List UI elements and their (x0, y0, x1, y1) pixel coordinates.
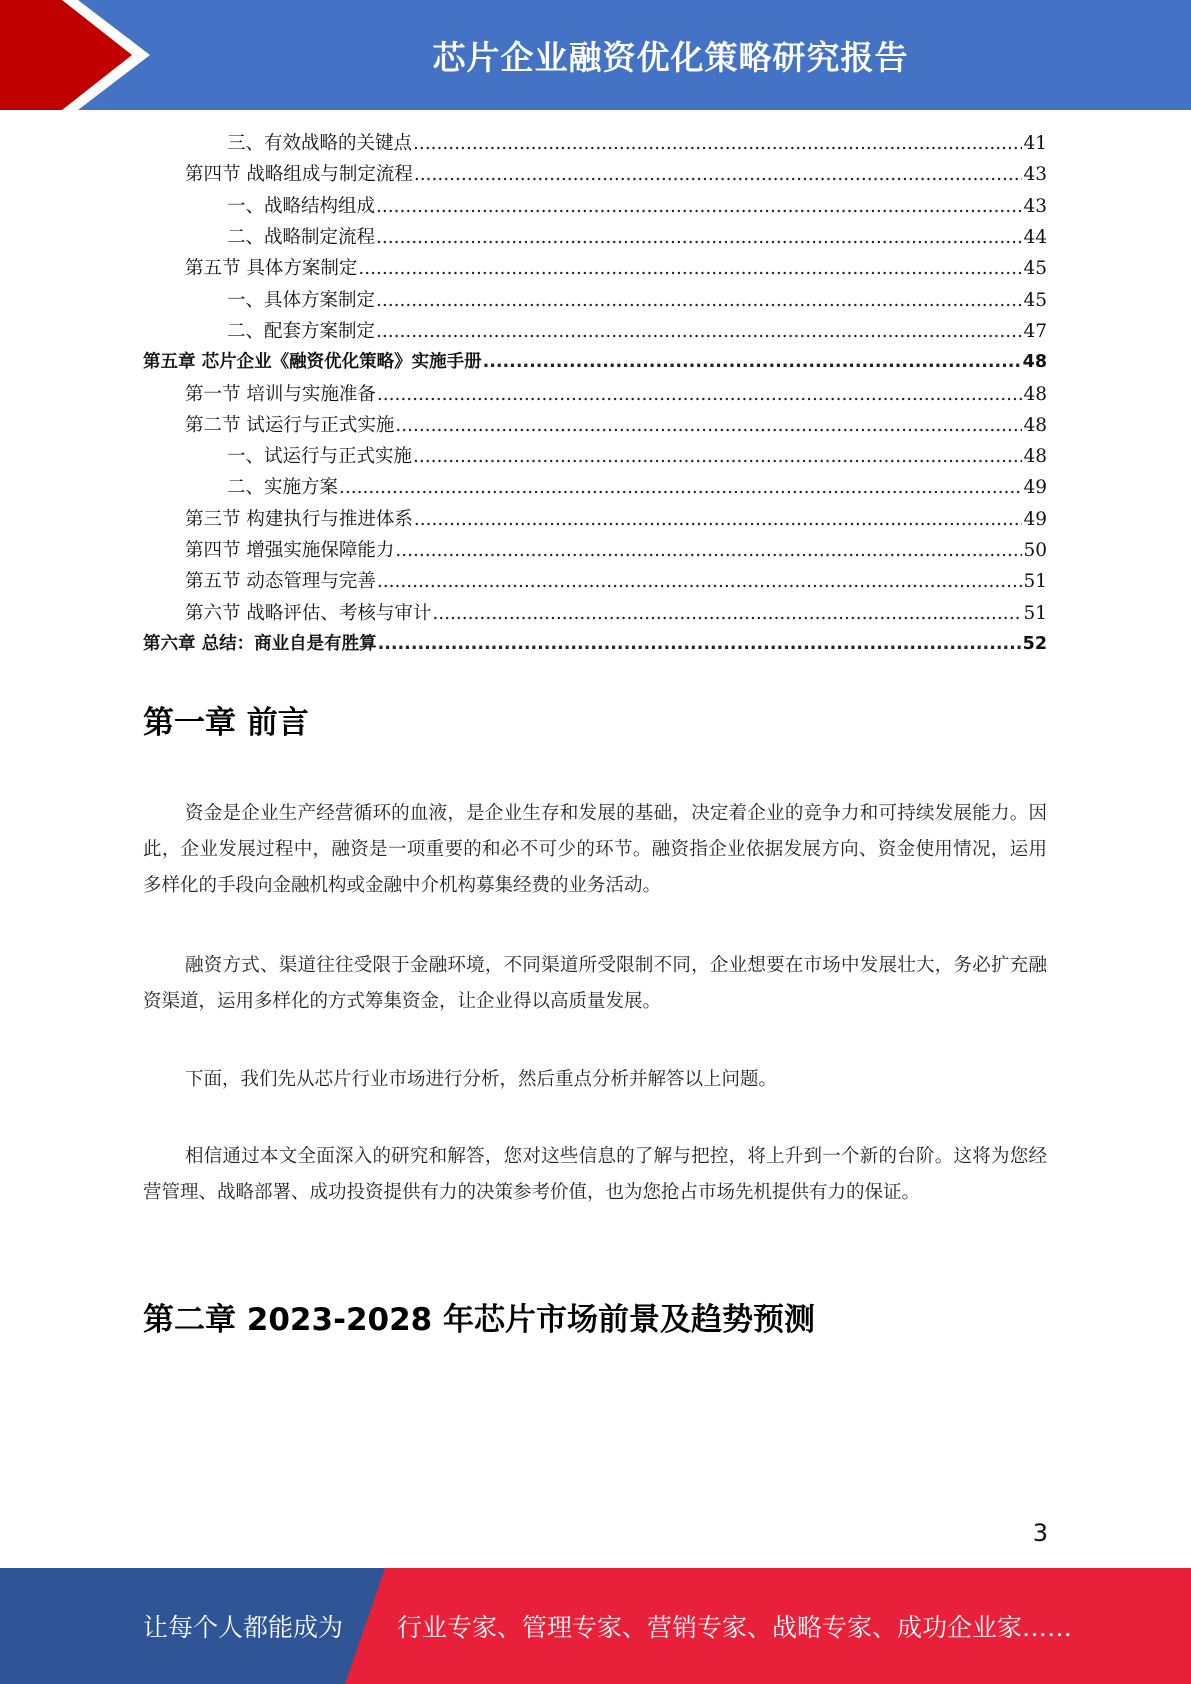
toc-entry[interactable] (143, 629, 1047, 660)
toc-entry[interactable] (143, 316, 1047, 347)
toc-dot-leader (378, 629, 1022, 660)
toc-entry-page: 47 (1023, 320, 1047, 342)
toc-entry[interactable] (143, 347, 1047, 378)
toc-dot-leader (414, 159, 1023, 190)
toc-entry-page: 50 (1023, 540, 1047, 561)
toc-entry[interactable] (143, 378, 1047, 409)
toc-entry-page: 48 (1023, 414, 1047, 436)
toc-dot-leader (358, 253, 1022, 284)
toc-entry[interactable] (143, 222, 1047, 253)
report-title: 芯片企业融资优化策略研究报告 (432, 37, 909, 77)
toc-entry-title: 第五章 芯片企业《融资优化策略》实施手册 (143, 352, 482, 373)
toc-entry-title: 第六节 战略评估、考核与审计 (185, 602, 432, 624)
toc-entry-title: 第二节 试运行与正式实施 (185, 414, 395, 436)
toc-entry-title: 第四节 增强实施保障能力 (185, 540, 395, 561)
toc-entry-title: 第六章 总结：商业自是有胜算 (143, 633, 377, 654)
toc-entry-title: 第三节 构建执行与推进体系 (185, 508, 413, 530)
toc-dot-leader (377, 379, 1023, 410)
footer-slogan-right: 行业专家、管理专家、营销专家、战略专家、成功企业家…… (397, 1613, 1073, 1642)
table-of-contents (143, 128, 1047, 660)
toc-entry[interactable] (143, 566, 1047, 597)
toc-entry-title: 一、试运行与正式实施 (227, 446, 413, 468)
toc-dot-leader (413, 128, 1022, 159)
toc-entry-page: 49 (1023, 477, 1047, 499)
toc-entry-page: 43 (1023, 164, 1047, 186)
toc-entry-page: 48 (1023, 446, 1047, 468)
toc-dot-leader (395, 410, 1022, 441)
footer-slogan-left: 让每个人都能成为 (143, 1613, 344, 1642)
toc-entry[interactable] (143, 535, 1047, 566)
paragraph-3: 下面，我们先从芯片行业市场进行分析，然后重点分析并解答以上问题。 (185, 1069, 778, 1090)
toc-dot-leader (414, 504, 1023, 535)
toc-entry-page: 49 (1023, 508, 1047, 530)
toc-entry-title: 第四节 战略组成与制定流程 (185, 164, 413, 186)
toc-entry-page: 45 (1023, 289, 1047, 311)
toc-entry-page: 41 (1023, 133, 1047, 155)
toc-entry[interactable] (143, 253, 1047, 284)
toc-dot-leader (395, 535, 1022, 566)
toc-dot-leader (339, 472, 1022, 503)
toc-entry[interactable] (143, 159, 1047, 190)
toc-dot-leader (432, 598, 1022, 629)
chapter2-heading: 第二章 2023-2028 年芯片市场前景及趋势预测 (143, 1302, 816, 1338)
toc-entry[interactable] (143, 284, 1047, 315)
toc-entry-title: 第五节 具体方案制定 (185, 258, 358, 280)
toc-entry-page: 48 (1023, 383, 1047, 405)
toc-entry-page: 51 (1023, 602, 1047, 624)
toc-dot-leader (376, 191, 1022, 222)
toc-entry-page: 48 (1022, 352, 1047, 373)
toc-entry-page: 43 (1023, 195, 1047, 217)
toc-entry-title: 二、实施方案 (227, 477, 339, 499)
toc-entry[interactable] (143, 128, 1047, 159)
page-number: 3 (1032, 1519, 1048, 1547)
toc-entry[interactable] (143, 597, 1047, 628)
toc-dot-leader (377, 566, 1023, 597)
toc-entry-page: 44 (1023, 227, 1047, 249)
toc-dot-leader (376, 222, 1022, 253)
toc-entry-title: 第五节 动态管理与完善 (185, 571, 376, 593)
page-header (0, 0, 1191, 110)
toc-entry-title: 三、有效战略的关键点 (227, 133, 413, 155)
toc-dot-leader (376, 285, 1022, 316)
toc-entry-title: 二、战略制定流程 (227, 227, 376, 249)
toc-entry-page: 45 (1023, 258, 1047, 280)
toc-entry-title: 第一节 培训与实施准备 (185, 383, 376, 405)
chapter1-heading: 第一章 前言 (143, 705, 309, 741)
paragraph-1: 资金是企业生产经营循环的血液，是企业生存和发展的基础，决定着企业的竞争力和可持续发展能力。因此，企业发展过程中，融资是一项重要的和必不可少的环节。融资指企业依据发展方向、资金使用情况，运用多样化的手段向金融机构或金融中介机构募集经费的业务活动。 (143, 803, 1047, 896)
toc-dot-leader (376, 316, 1022, 347)
toc-dot-leader (483, 347, 1022, 378)
toc-entry-page: 51 (1023, 571, 1047, 593)
toc-entry-title: 一、战略结构组成 (227, 195, 376, 217)
toc-entry-page: 52 (1022, 633, 1047, 654)
toc-entry[interactable] (143, 191, 1047, 222)
paragraph-4: 相信通过本文全面深入的研究和解答，您对这些信息的了解与把控，将上升到一个新的台阶。这将为您经营管理、战略部署、成功投资提供有力的决策参考价值，也为您抢占市场先机提供有力的保证。 (143, 1146, 1047, 1203)
page-footer (0, 1568, 1191, 1684)
toc-entry[interactable] (143, 410, 1047, 441)
toc-entry[interactable] (143, 472, 1047, 503)
toc-entry-title: 二、配套方案制定 (227, 320, 376, 342)
paragraph-2: 融资方式、渠道往往受限于金融环境，不同渠道所受限制不同，企业想要在市场中发展壮大，务必扩充融资渠道，运用多样化的方式筹集资金，让企业得以高质量发展。 (143, 955, 1047, 1012)
toc-entry[interactable] (143, 441, 1047, 472)
toc-dot-leader (413, 441, 1022, 472)
toc-entry[interactable] (143, 504, 1047, 535)
toc-entry-title: 一、具体方案制定 (227, 289, 376, 311)
